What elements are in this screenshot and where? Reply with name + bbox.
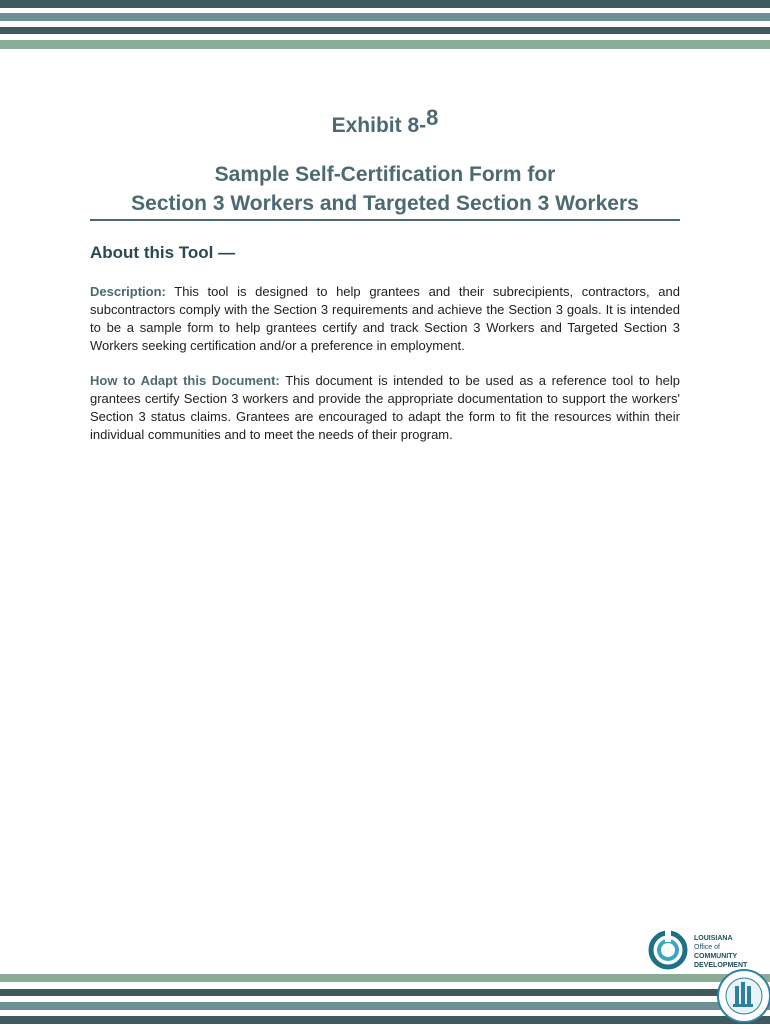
logo-line-4: DEVELOPMENT [694,962,748,969]
exhibit-prefix: Exhibit 8- [331,114,427,137]
form-title [90,160,680,221]
hud-seal-icon [714,966,770,1024]
footer-stripe-2 [0,989,770,996]
form-title-line-1: Sample Self-Certification Form for [214,163,556,186]
description-paragraph [90,283,680,355]
description-text: This tool is designed to help grantees and their subrecipients, contractors, and subcontractors comply with the Section 3 requirements and achieve the Section 3 goals. It is intended to be a sample form to help grantees certify and track Section 3 Workers and Targeted Section 3 Workers seeking certification and/or a preference in employment. [90,284,680,353]
logo-line-1: LOUISIANA [694,935,733,942]
about-heading: About this Tool — [90,243,236,262]
adapt-label: How to Adapt this Document: [90,373,280,388]
header-stripe-2 [0,13,770,21]
adapt-text: This document is intended to be used as a reference tool to help grantees certify Section 3 workers and provide the appropriate documentation to support the workers' Section 3 status claims. Grantees are encouraged to adapt the form to fit the resources within their individual communities and to meet the needs of their program. [90,373,680,442]
logo-line-2: Office of [694,944,720,951]
header-stripe-1 [0,0,770,8]
footer-stripe-3 [0,1002,770,1010]
logo-line-3: COMMUNITY [694,953,738,960]
footer-stripe-1 [0,974,770,982]
header-stripe-3 [0,27,770,34]
form-title-line-2: Section 3 Workers and Targeted Section 3 Workers [131,192,639,215]
header-stripe-4 [0,40,770,49]
exhibit-title [90,105,680,138]
footer-stripe-4 [0,1016,770,1024]
exhibit-number: 8 [426,105,439,130]
adapt-paragraph [90,372,680,444]
description-label: Description: [90,284,166,299]
